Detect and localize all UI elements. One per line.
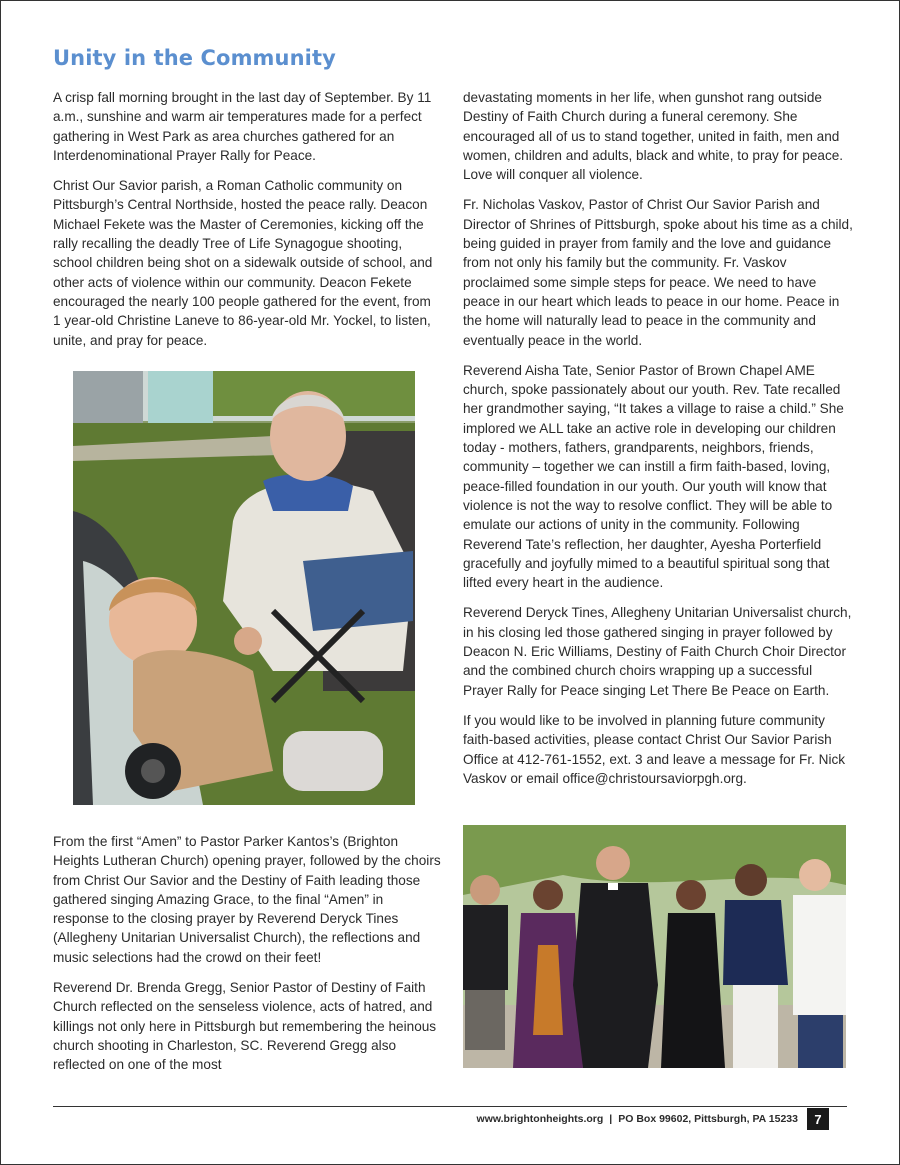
paragraph: From the first “Amen” to Pastor Parker Kantos’s (Brighton Heights Lutheran Church) opening prayer, followed by the choirs from Christ Our Savior and the Destiny of Faith leading those gathered singing Amazing Grace, to the final “Amen” in response to the closing prayer by Reverend Deryck Tines (Allegheny Unitarian Universalist Church), the reflections and music selections had the crowd on their feet! xyxy=(53,834,441,965)
footer-address: PO Box 99602, Pittsburgh, PA 15233 xyxy=(618,1113,798,1125)
paragraph: Christ Our Savior parish, a Roman Catholic community on Pittsburgh’s Central Northside, hosted the peace rally. Deacon Michael Fekete was the Master of Ceremonies, kicking off the rally recalling the deadly Tree of Life Synagogue shooting, school children being shot on a sidewalk outside of school, and other acts of violence within our community. Deacon Fekete encouraged the nearly 100 people gathered for the event, from 1 year-old Christine Laneve to 86-year-old Mr. Yockel, to listen, unite, and pray for peace. xyxy=(53,178,433,348)
paragraph: Fr. Nicholas Vaskov, Pastor of Christ Our Savior Parish and Director of Shrines of Pittsburgh, spoke about his time as a child, being guided in prayer from family and the love and guidance from not only his family but the community. Fr. Vaskov proclaimed some simple steps for peace. We need to have peace in our heart which leads to peace in our home. Peace in the home will naturally lead to peace in the community and eventually peace in the world. xyxy=(463,197,853,348)
column-left-lower xyxy=(53,832,441,1086)
footer-website: www.brightonheights.org xyxy=(476,1113,604,1125)
page-number: 7 xyxy=(807,1108,829,1130)
column-right xyxy=(463,88,853,799)
photo-grandfather-and-baby xyxy=(73,371,415,805)
column-left-upper xyxy=(53,88,441,361)
footer-separator: | xyxy=(609,1113,613,1125)
paragraph: devastating moments in her life, when gunshot rang outside Destiny of Faith Church during a funeral ceremony. She encouraged all of us to stand together, united in faith, men and women, children and adults, black and white, to pray for peace. Love will conquer all violence. xyxy=(463,90,844,183)
paragraph: Reverend Deryck Tines, Allegheny Unitarian Universalist church, in his closing led those gathered singing in prayer followed by Deacon N. Eric Williams, Destiny of Faith Church Choir Director and the combined church choirs wrapping up a successful Prayer Rally for Peace singing Let There Be Peace on Earth. xyxy=(463,605,852,698)
footer-rule xyxy=(53,1106,847,1107)
paragraph: If you would like to be involved in planning future community faith-based activities, please contact Christ Our Savior Parish Office at 412-761-1552, ext. 3 and leave a message for Fr. Nick Vaskov or email office@christoursaviorpgh.org. xyxy=(463,712,846,786)
footer-info xyxy=(477,1113,798,1125)
article-title: Unity in the Community xyxy=(53,46,336,70)
paragraph: Reverend Aisha Tate, Senior Pastor of Brown Chapel AME church, spoke passionately about our youth. Rev. Tate recalled her grandmother saying, “It takes a village to raise a child.” She implored we ALL take an active role in developing our children today - mothers, fathers, grandparents, neighbors, friends, community – together we can instill a firm faith-based, loving, peace-filled foundation in our youth. Our youth will know that violence is not the way to resolve conflict. They will be able to emulate our actions of unity in the community. Following Reverend Tate’s reflection, her daughter, Ayesha Porterfield gracefully and joyfully mimed to a beautiful spiritual song that lifted every heart in the audience. xyxy=(463,362,844,591)
photo-clergy-group xyxy=(463,825,846,1068)
paragraph: Reverend Dr. Brenda Gregg, Senior Pastor of Destiny of Faith Church reflected on the senseless violence, acts of hatred, and killings not only here in Pittsburgh but remembering the heinous church shooting in Charleston, SC. Reverend Gregg also reflected on one of the most xyxy=(53,980,437,1073)
paragraph: A crisp fall morning brought in the last day of September. By 11 a.m., sunshine and warm air temperatures made for a perfect gathering in West Park as area churches gathered for an Interdenominational Prayer Rally for Peace. xyxy=(53,90,432,163)
